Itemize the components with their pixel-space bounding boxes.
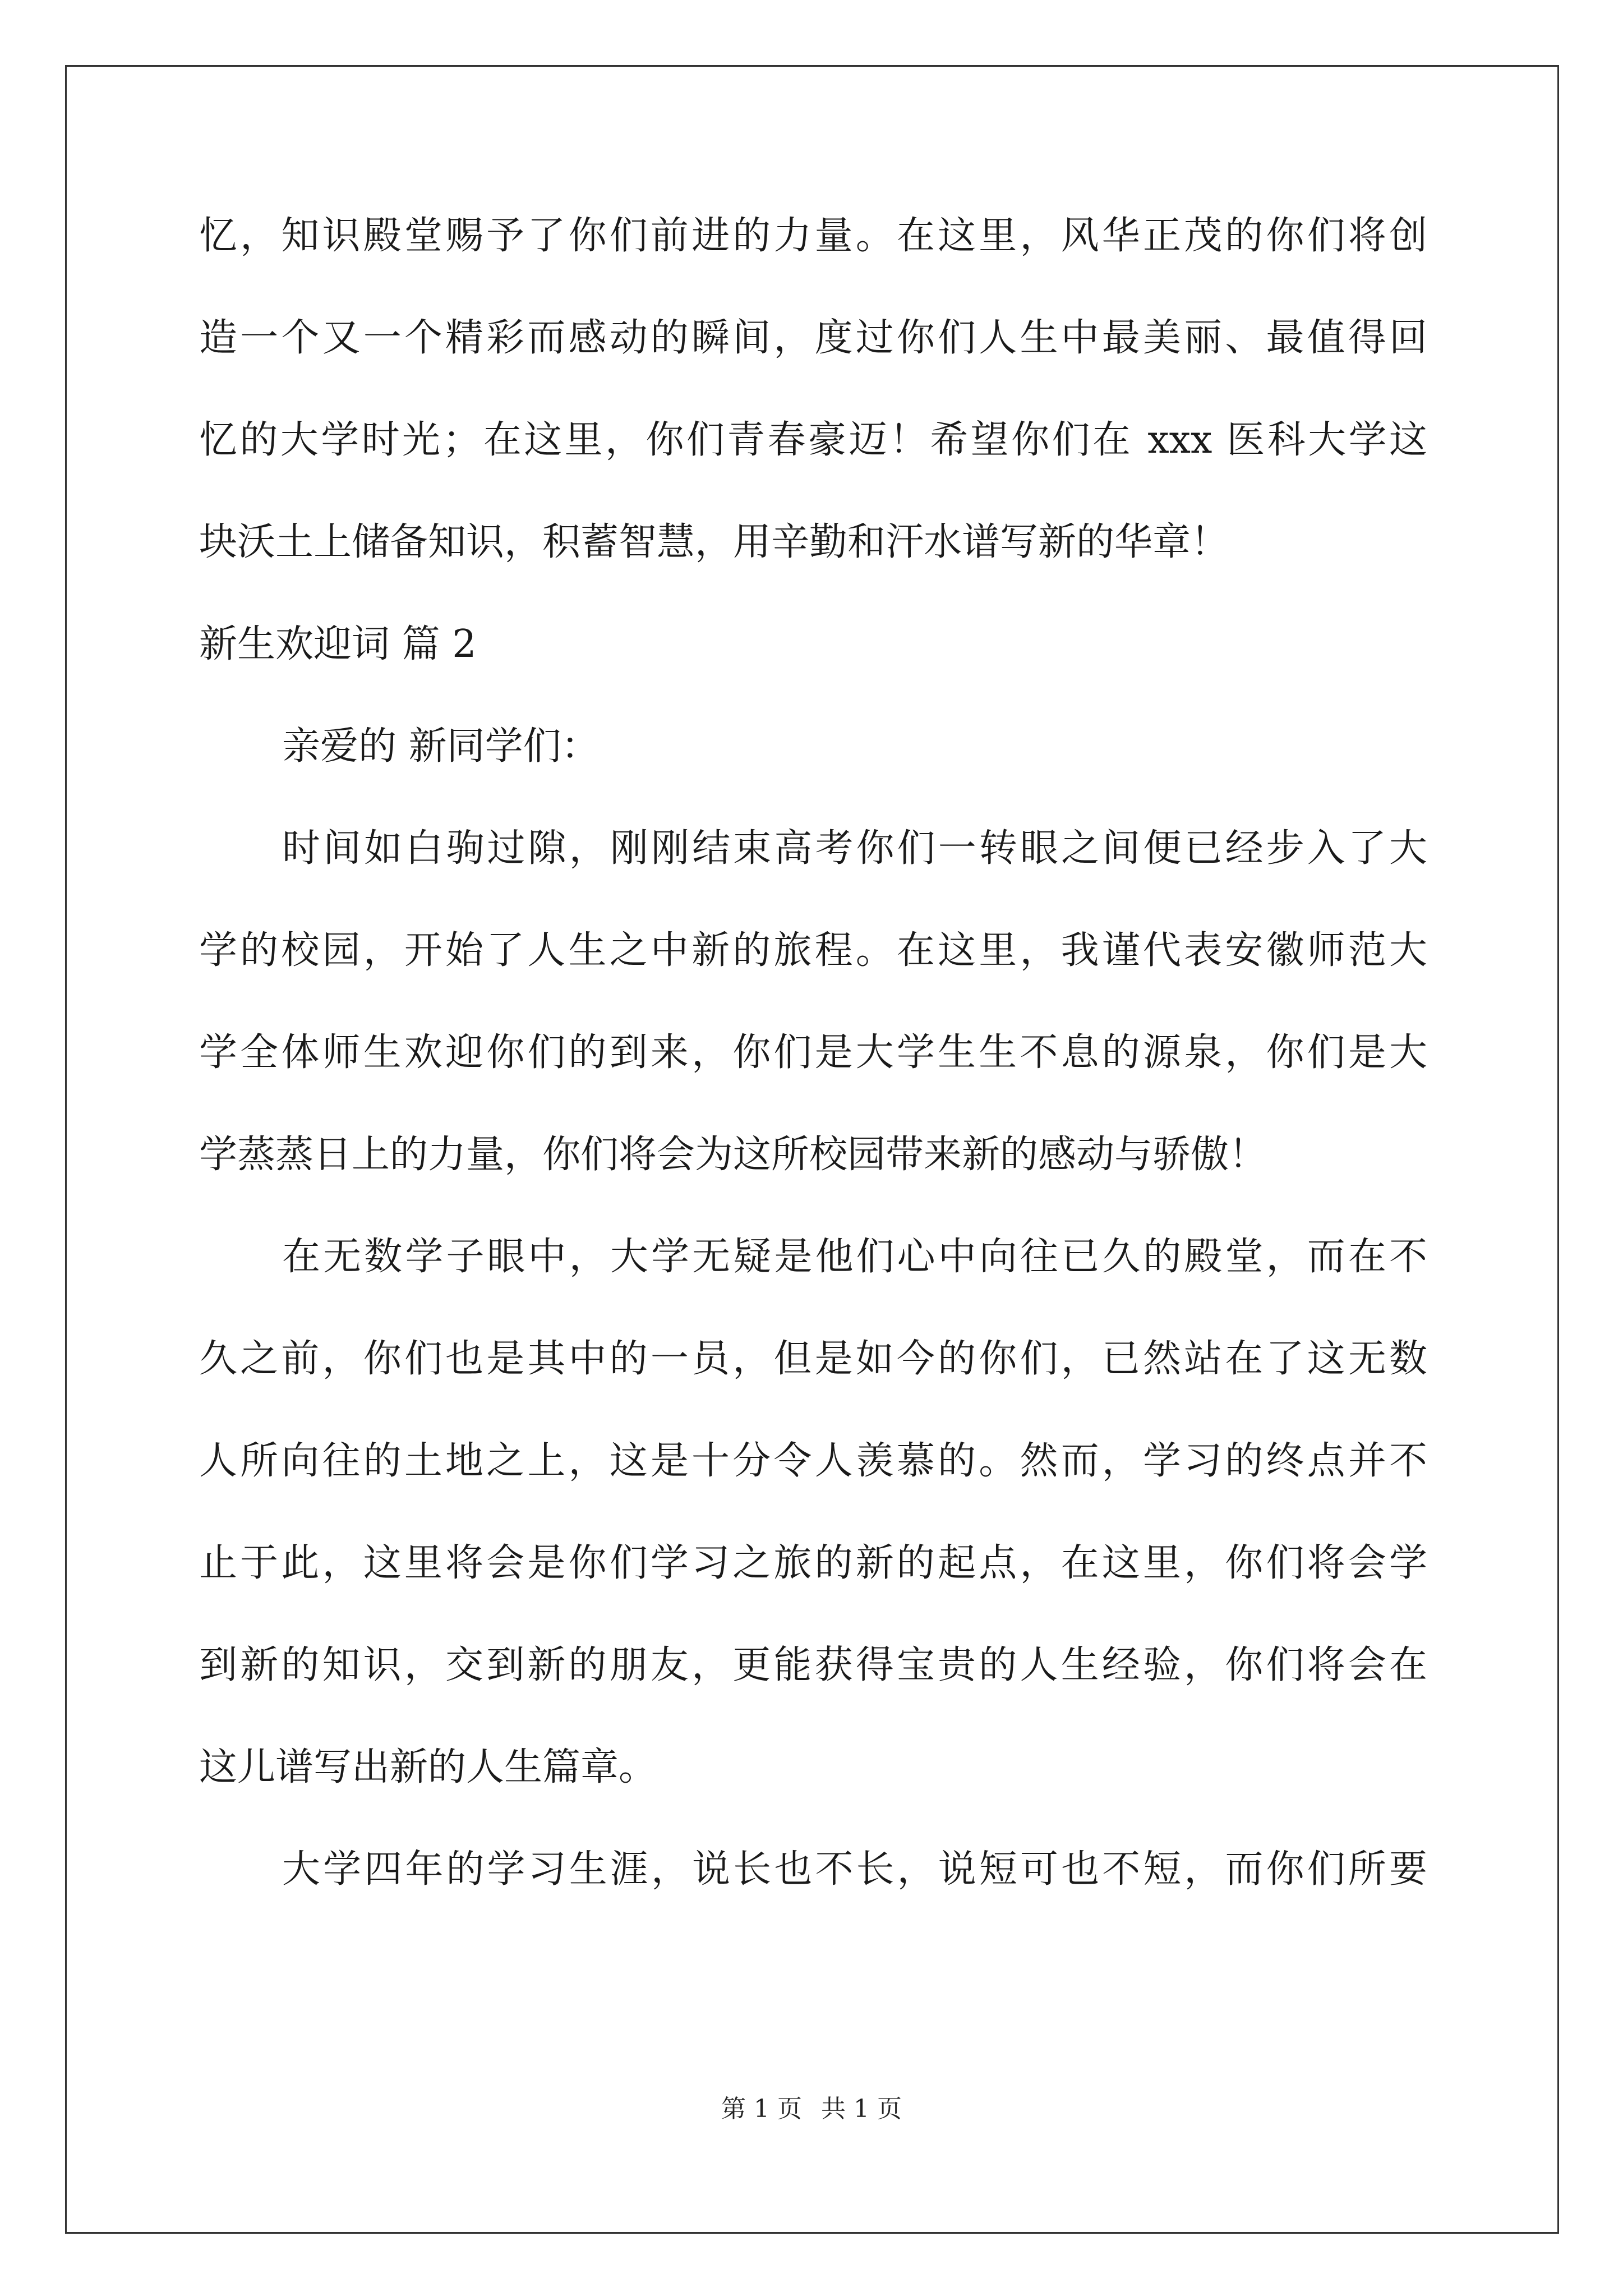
paragraph-line: 块沃土上储备知识，积蓄智慧，用辛勤和汗水谱写新的华章！ <box>199 520 1229 564</box>
paragraph-line: 忆的大学时光；在这里，你们青春豪迈！希望你们在 xxx 医科大学这 <box>199 418 1427 462</box>
paragraph-line: 止于此，这里将会是你们学习之旅的新的起点，在这里，你们将会学 <box>199 1541 1427 1585</box>
paragraph-line: 学蒸蒸日上的力量，你们将会为这所校园带来新的感动与骄傲！ <box>199 1133 1267 1177</box>
paragraph-line: 在无数学子眼中，大学无疑是他们心中向往已久的殿堂，而在不 <box>282 1235 1427 1279</box>
paragraph-line: 学的校园，开始了人生之中新的旅程。在这里，我谨代表安徽师范大 <box>199 928 1427 973</box>
document-body <box>199 185 1427 1921</box>
paragraph-line: 久之前，你们也是其中的一员，但是如今的你们，已然站在了这无数 <box>199 1337 1427 1381</box>
paragraph-line: 造一个又一个精彩而感动的瞬间，度过你们人生中最美丽、最值得回 <box>199 316 1427 360</box>
salutation: 亲爱的 新同学们： <box>282 724 600 769</box>
paragraph-line: 时间如白驹过隙，刚刚结束高考你们一转眼之间便已经步入了大 <box>282 826 1427 871</box>
paragraph-line: 人所向往的土地之上，这是十分令人羡慕的。然而，学习的终点并不 <box>199 1439 1427 1483</box>
page-total: 共 1 页 <box>821 2095 902 2123</box>
section-heading: 新生欢迎词 篇 2 <box>199 622 477 666</box>
paragraph-line: 学全体师生欢迎你们的到来，你们是大学生生不息的源泉，你们是大 <box>199 1030 1427 1075</box>
paragraph-line: 大学四年的学习生涯，说长也不长，说短可也不短，而你们所要 <box>282 1847 1427 1892</box>
paragraph-line: 到新的知识，交到新的朋友，更能获得宝贵的人生经验，你们将会在 <box>199 1643 1427 1687</box>
page-number: 第 1 页 <box>721 2095 802 2123</box>
paragraph-line: 忆，知识殿堂赐予了你们前进的力量。在这里，风华正茂的你们将创 <box>199 214 1427 258</box>
page-footer <box>0 2092 1623 2126</box>
paragraph-line: 这儿谱写出新的人生篇章。 <box>199 1745 657 1789</box>
